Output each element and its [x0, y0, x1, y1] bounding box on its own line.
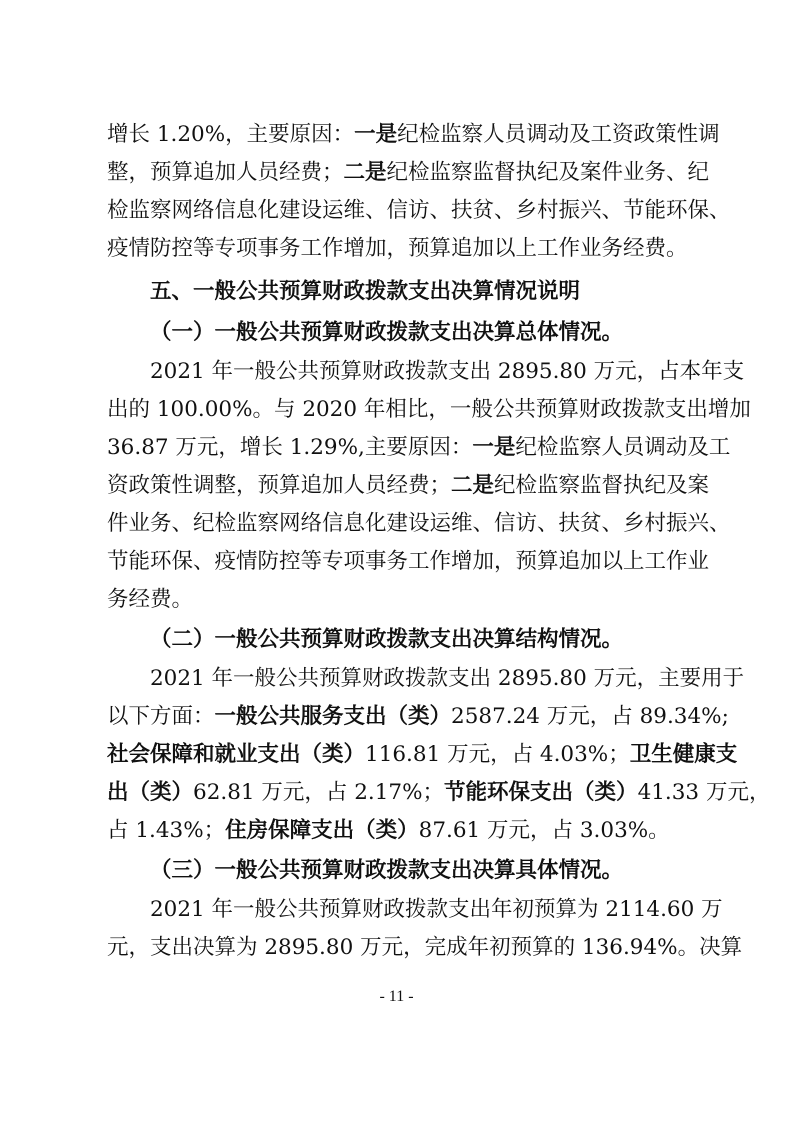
subsection-heading: （三）一般公共预算财政拨款支出决算具体情况。 [150, 858, 624, 883]
text-line: 2021 年一般公共预算财政拨款支出 2895.80 万元，主要用于 [150, 666, 745, 691]
text-line: 资政策性调整，预算追加人员经费；二是纪检监察监督执纪及案 [107, 473, 710, 498]
text-line: 整，预算追加人员经费；二是纪检监察监督执纪及案件业务、纪 [107, 160, 710, 185]
text-line: 增长 1.20%，主要原因：一是纪检监察人员调动及工资政策性调 [107, 122, 720, 147]
subsection-heading: （一）一般公共预算财政拨款支出决算总体情况。 [150, 320, 624, 345]
text-line: 检监察网络信息化建设运维、信访、扶贫、乡村振兴、节能环保、 [107, 198, 731, 223]
section-heading: 五、一般公共预算财政拨款支出决算情况说明 [150, 279, 581, 304]
page-number: - 11 - [379, 988, 414, 1005]
text-line: 务经费。 [107, 587, 194, 612]
text-line: 36.87 万元，增长 1.29%,主要原因：一是纪检监察人员调动及工 [107, 435, 731, 460]
text-line: 2021 年一般公共预算财政拨款支出 2895.80 万元，占本年支 [150, 359, 745, 384]
text-line: 以下方面：一般公共服务支出（类）2587.24 万元，占 89.34%; [107, 704, 729, 729]
text-line: 节能环保、疫情防控等专项事务工作增加，预算追加以上工作业 [107, 549, 710, 574]
text-line: 出的 100.00%。与 2020 年相比，一般公共预算财政拨款支出增加 [107, 397, 751, 422]
text-line: 元，支出决算为 2895.80 万元，完成年初预算的 136.94%。决算 [107, 935, 743, 960]
text-line: 占 1.43%；住房保障支出（类）87.61 万元，占 3.03%。 [107, 818, 670, 843]
text-line: 社会保障和就业支出（类）116.81 万元，占 4.03%；卫生健康支 [107, 742, 738, 767]
text-line: 2021 年一般公共预算财政拨款支出年初预算为 2114.60 万 [150, 897, 723, 922]
subsection-heading: （二）一般公共预算财政拨款支出决算结构情况。 [150, 627, 624, 652]
text-line: 出（类）62.81 万元，占 2.17%；节能环保支出（类）41.33 万元， [107, 780, 771, 805]
text-line: 疫情防控等专项事务工作增加，预算追加以上工作业务经费。 [107, 236, 688, 261]
text-line: 件业务、纪检监察网络信息化建设运维、信访、扶贫、乡村振兴、 [107, 511, 731, 536]
